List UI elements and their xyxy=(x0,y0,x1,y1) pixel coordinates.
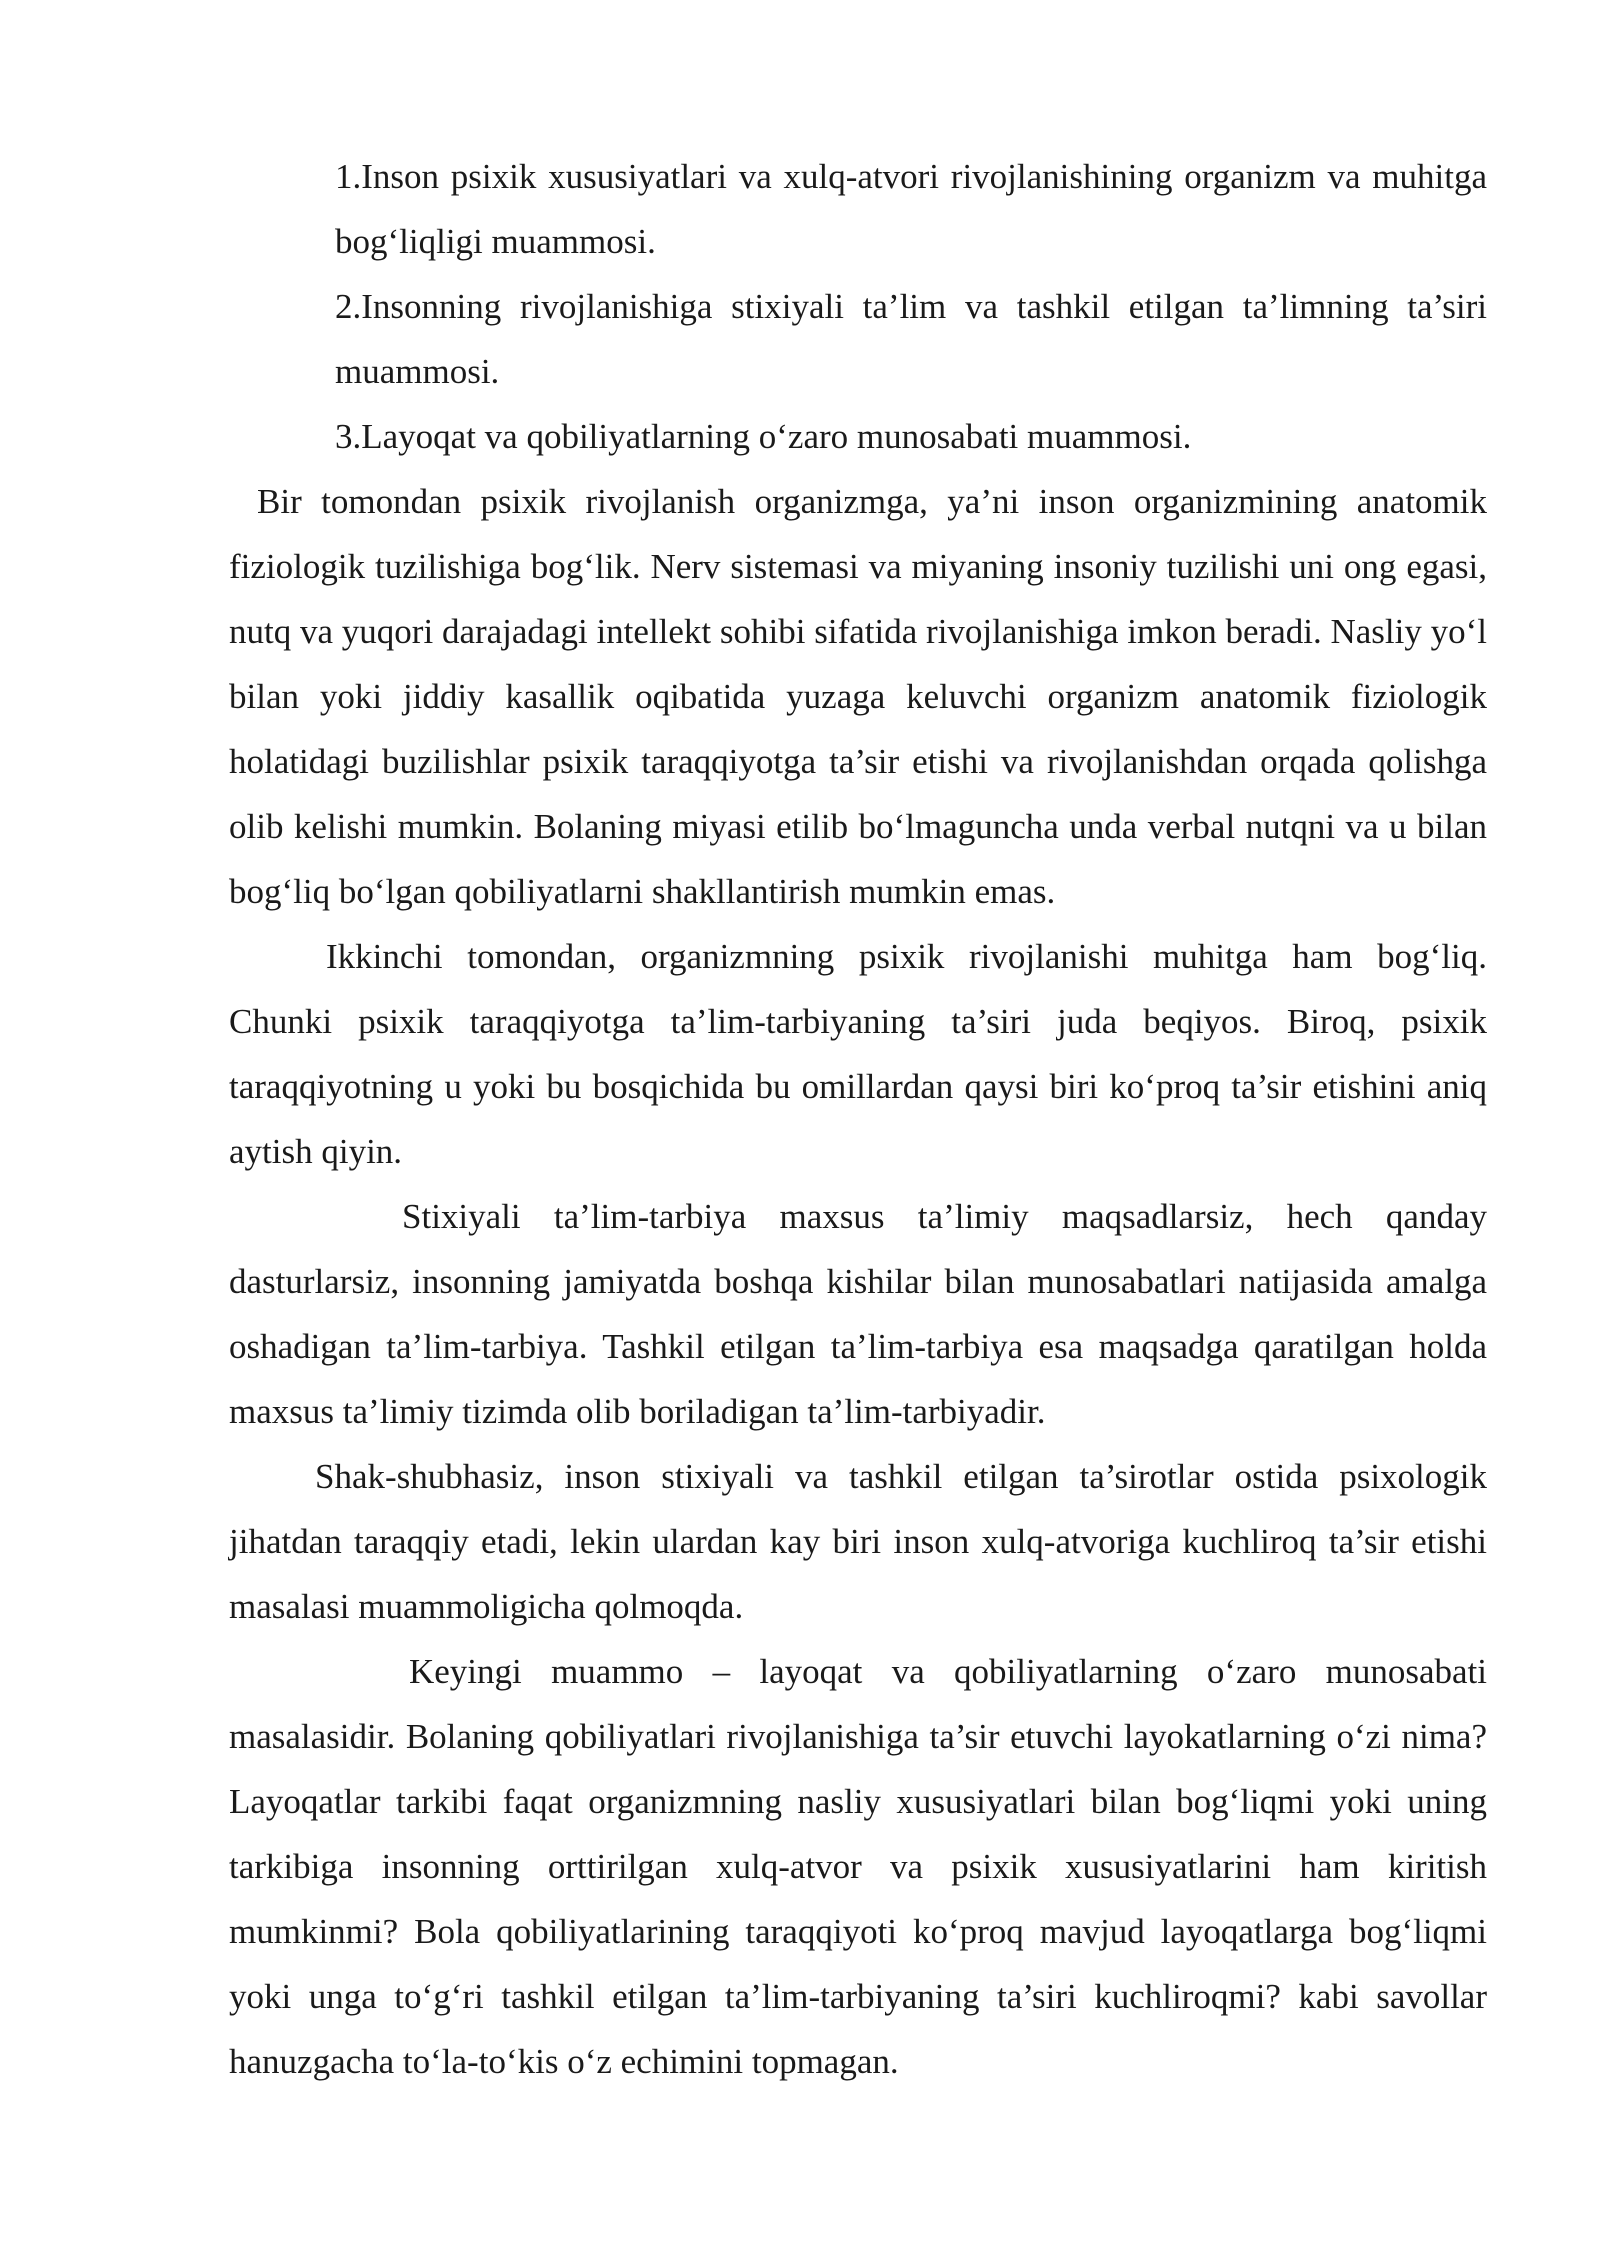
list-item: 2.Insonning rivojlanishiga stixiyali ta’lim va tashkil etilgan ta’limning ta’siri muammosi. xyxy=(335,287,1487,391)
paragraph: Ikkinchi tomondan, organizmning psixik rivojlanishi muhitga ham bog‘liq. Chunki psixik taraqqiyotga ta’lim-tarbiyaning ta’siri juda beqiyos. Biroq, psixik taraqqiyotning u yoki bu bosqichida bu omillardan qaysi biri ko‘proq ta’sir etishini aniq aytish qiyin. xyxy=(229,937,1487,1171)
list-item: 3.Layoqat va qobiliyatlarning o‘zaro munosabati muammosi. xyxy=(335,417,1192,456)
document-body xyxy=(229,144,1487,2094)
list-item: 1.Inson psixik xususiyatlari va xulq-atvori rivojlanishining organizm va muhitga bog‘liqligi muammosi. xyxy=(335,157,1487,261)
paragraph: Keyingi muammo – layoqat va qobiliyatlarning o‘zaro munosabati masalasidir. Bolaning qobiliyatlari rivojlanishiga ta’sir etuvchi layokatlarning o‘zi nima? Layoqatlar tarkibi faqat organizmning nasliy xususiyatlari bilan bog‘liqmi yoki uning tarkibiga insonning orttirilgan xulq-atvor va psixik xususiyatlarini ham kiritish mumkinmi? Bola qobiliyatlarining taraqqiyoti ko‘proq mavjud layoqatlarga bog‘liqmi yoki unga to‘g‘ri tashkil etilgan ta’lim-tarbiyaning ta’siri kuchliroqmi? kabi savollar hanuzgacha to‘la-to‘kis o‘z echimini topmagan. xyxy=(229,1652,1487,2081)
paragraph: Stixiyali ta’lim-tarbiya maxsus ta’limiy maqsadlarsiz, hech qanday dasturlarsiz, insonning jamiyatda boshqa kishilar bilan munosabatlari natijasida amalga oshadigan ta’lim-tarbiya. Tashkil etilgan ta’lim-tarbiya esa maqsadga qaratilgan holda maxsus ta’limiy tizimda olib boriladigan ta’lim-tarbiyadir. xyxy=(229,1197,1487,1431)
paragraph: Shak-shubhasiz, inson stixiyali va tashkil etilgan ta’sirotlar ostida psixologik jihatdan taraqqiy etadi, lekin ulardan kay biri inson xulq-atvoriga kuchliroq ta’sir etishi masalasi muammoligicha qolmoqda. xyxy=(229,1457,1487,1626)
paragraph: Bir tomondan psixik rivojlanish organizmga, ya’ni inson organizmining anatomik fiziologik tuzilishiga bog‘lik. Nerv sistemasi va miyaning insoniy tuzilishi uni ong egasi, nutq va yuqori darajadagi intellekt sohibi sifatida rivojlanishiga imkon beradi. Nasliy yo‘l bilan yoki jiddiy kasallik oqibatida yuzaga keluvchi organizm anatomik fiziologik holatidagi buzilishlar psixik taraqqiyotga ta’sir etishi va rivojlanishdan orqada qolishga olib kelishi mumkin. Bolaning miyasi etilib bo‘lmaguncha unda verbal nutqni va u bilan bog‘liq bo‘lgan qobiliyatlarni shakllantirish mumkin emas. xyxy=(229,482,1487,911)
